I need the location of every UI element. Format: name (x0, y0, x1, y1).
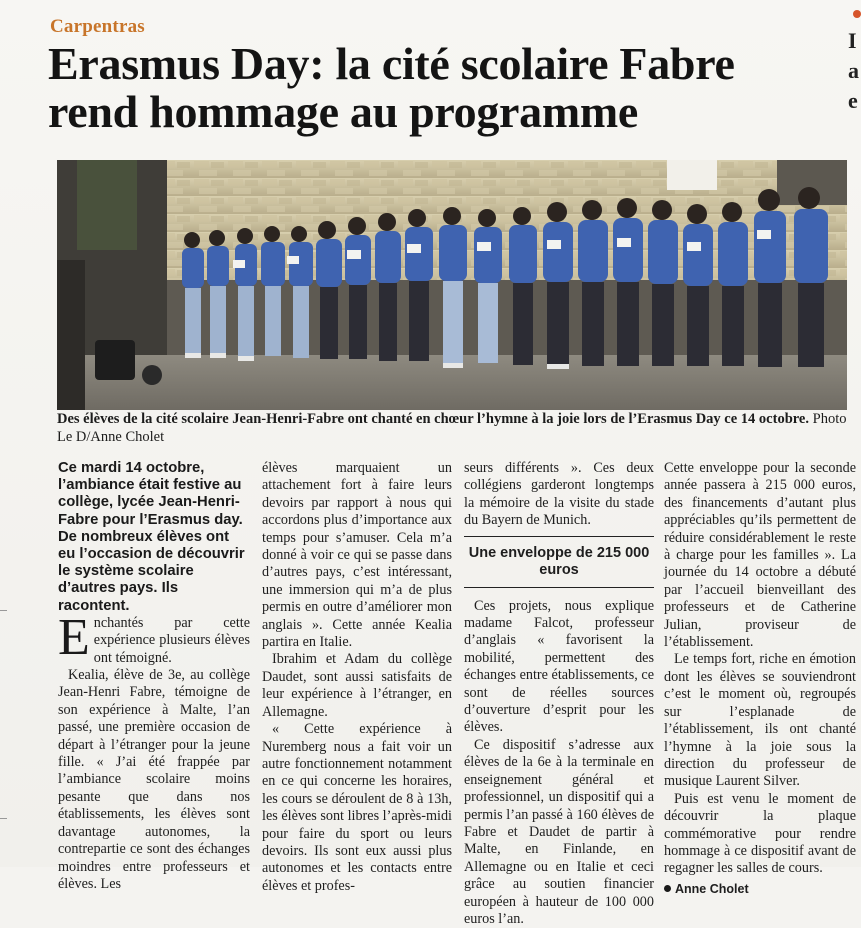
subheading: Une enveloppe de 215 000 euros (464, 536, 654, 588)
paragraph: seurs différents ». Ces deux collégiens garderont longtemps la mémoire de la visite du stade du Bayern de Munich. (464, 460, 654, 529)
photo-credit: Photo Le D/Anne Cholet (57, 411, 847, 445)
paragraph: Cette enveloppe pour la seconde année passera à 215 000 euros, des financements d’autant plus appréciables qu’ils permettent de réduire considérablement le reste à charge pour les familles ». La journée du 14 octobre a débuté par l’accueil bienveillant des professeurs et de Catherine Julian, proviseur de l’établissement. (664, 460, 856, 651)
caption-text: Des élèves de la cité scolaire Jean-Henri-Fabre ont chanté en chœur l’hymne à la joie lors de l’Erasmus Day ce 14 octobre. (57, 411, 809, 427)
paragraph: élèves marquaient un attachement fort à faire leurs devoirs par rapport à nous qui accordons plus d’importance aux temps pour s’amuser. Cela m’a donné à voir ce qui se passe dans d’autres pays, c’est intéressant, une immersion qui m’a de plus permis en outre d’améliorer mon anglais ». Cette année Kealia partira en Italie. (262, 460, 452, 651)
paragraph (58, 608, 250, 667)
article-lede: Ce mardi 14 octobre, l’ambiance était festive au collège, lycée Jean-Henri-Fabre pour l’Erasmus day. De nombreux élèves ont eu l’occasion de découvrir le système scolaire d’autres pays. Ils racontent. (58, 460, 245, 614)
drop-cap: E (58, 608, 90, 666)
margin-rule (0, 610, 7, 611)
paragraph: Ibrahim et Adam du collège Daudet, sont aussi satisfaits de leur expérience à l’étranger, en Allemagne. (262, 651, 452, 720)
author-name: Anne Cholet (675, 881, 749, 896)
paragraph: Ces projets, nous explique madame Falcot, professeur d’anglais « favorisent la mobilité, permettent des échanges entre établissements, ce sont de réelles sources d’ouverture d’esprit pour les élèves. (464, 597, 654, 736)
paragraph-text: nchantés par cette expérience plusieurs élèves ont témoigné. (93, 614, 250, 666)
paragraph: Ce dispositif s’adresse aux élèves de la 6e à la terminale en enseignement général et professionnel, un dispositif qui a permis l’an passé à 160 élèves de Fabre et Daudet de partir à Malte, en Finlande, en Allemagne ou en Italie et ceci grâce au soutien financier européen à hauteur de 100 000 euros l’an. (464, 736, 654, 927)
choir-photo-illustration (57, 160, 847, 410)
article-column-4 (664, 460, 856, 898)
margin-dot-icon (853, 10, 861, 18)
article-column-1 (58, 460, 250, 893)
paragraph: Puis est venu le moment de découvrir la plaque commémorative pour rendre hommage à ce dispositif avant de regagner les salles de cours. (664, 790, 856, 877)
article-photo (57, 160, 847, 410)
paragraph: Kealia, élève de 3e, au collège Jean-Henri Fabre, témoigne de son expérience à Malte, l’an passé, une première occasion de départ à l’étranger pour la jeune fille. « J’ai été frappée par l’ambiance scolaire moins pesante que dans nos établissements, les élèves sont davantage autonomes, la contrepartie ce sont des échanges moindres entre professeurs et élèves. Les (58, 667, 250, 892)
bullet-icon (664, 885, 671, 892)
paragraph: « Cette expérience à Nuremberg nous a fait voir un autre fonctionnement notamment en ce qui concerne les horaires, les cours se déroulent de 8 à 13h, les élèves sont libres l’après-midi pour faire du sport ou leurs devoirs. Ils sont eux aussi plus autonomes et les contacts entre élèves et profes- (262, 721, 452, 894)
paragraph: Le temps fort, riche en émotion dont les élèves se souviendront c’est le moment où, regroupés sur l’esplanade de l’établissement, ils ont chanté l’hymne à la joie sous la direction du professeur de musique Laurent Silver. (664, 651, 856, 790)
section-kicker: Carpentras (50, 16, 145, 37)
article-column-2 (262, 460, 452, 895)
margin-rule (0, 818, 7, 819)
article-headline: Erasmus Day: la cité scolaire Fabre rend hommage au programme (48, 38, 735, 137)
adjacent-article-edge: I a e (848, 28, 859, 113)
author-byline (664, 881, 856, 898)
article-column-3 (464, 460, 654, 928)
photo-caption (57, 410, 847, 446)
